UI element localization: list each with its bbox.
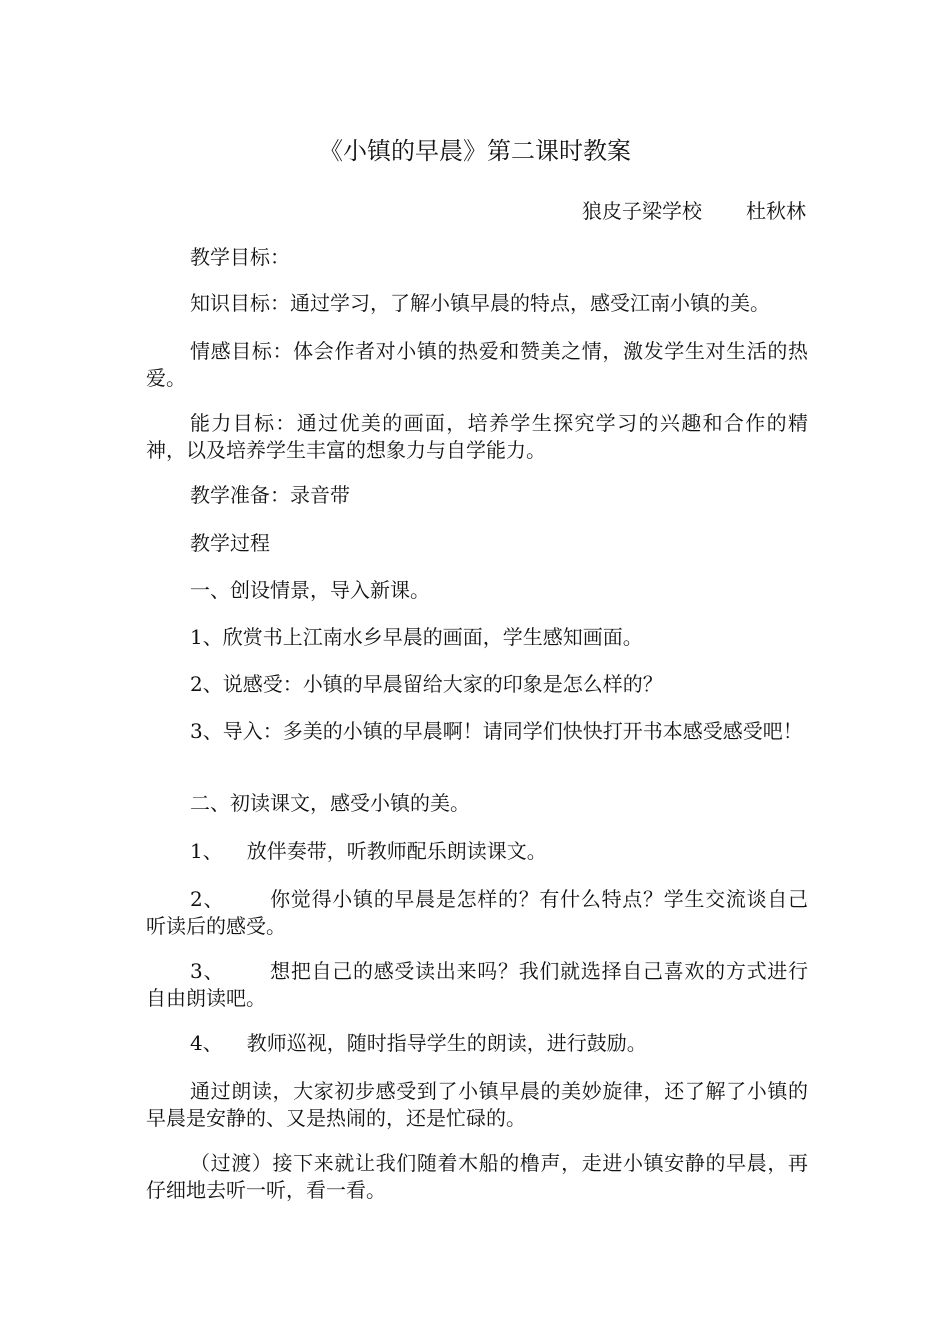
paragraph-ability-goal: 能力目标：通过优美的画面，培养学生探究学习的兴趣和合作的精神，以及培养学生丰富的想象力与自学能力。: [146, 411, 808, 462]
section-heading-2: 二、初读课文，感受小镇的美。: [190, 791, 470, 815]
paragraph-teaching-goals-heading: 教学目标：: [190, 245, 290, 269]
paragraph-teaching-process-heading: 教学过程: [190, 531, 270, 555]
list-number: 4、: [190, 1031, 223, 1055]
document-title: 《小镇的早晨》第二课时教案: [319, 137, 631, 165]
paragraph-teaching-preparation: 教学准备：录音带: [190, 483, 350, 507]
list-text: 你觉得小镇的早晨是怎样的？有什么特点？学生交流谈自己听读后的感受。: [146, 887, 808, 938]
list-item-1-3: 3、导入：多美的小镇的早晨啊！请同学们快快打开书本感受感受吧！: [190, 719, 803, 743]
paragraph-knowledge-goal: 知识目标：通过学习，了解小镇早晨的特点，感受江南小镇的美。: [190, 291, 770, 315]
list-text: 放伴奏带，听教师配乐朗读课文。: [246, 839, 547, 863]
list-text: 教师巡视，随时指导学生的朗读，进行鼓励。: [246, 1031, 647, 1055]
list-item-2-1: [146, 838, 808, 865]
list-item-2-2: [146, 886, 808, 940]
school-name: 狼皮子梁学校: [582, 199, 702, 223]
list-item-1-1: 1、欣赏书上江南水乡早晨的画面，学生感知画面。: [190, 625, 643, 649]
paragraph-transition: （过渡）接下来就让我们随着木船的橹声，走进小镇安静的早晨，再仔细地去听一听，看一看。: [146, 1151, 808, 1202]
list-text: 想把自己的感受读出来吗？我们就选择自己喜欢的方式进行自由朗读吧。: [146, 959, 808, 1010]
list-number: 3、: [190, 959, 225, 983]
list-item-2-4: [146, 1030, 808, 1057]
section-heading-1: 一、创设情景，导入新课。: [190, 578, 430, 602]
byline: [582, 198, 806, 224]
list-item-2-3: [146, 958, 808, 1012]
author-name: 杜秋林: [746, 199, 806, 223]
paragraph-emotion-goal: 情感目标：体会作者对小镇的热爱和赞美之情，激发学生对生活的热爱。: [146, 339, 808, 390]
paragraph-reading-summary: 通过朗读，大家初步感受到了小镇早晨的美妙旋律，还了解了小镇的早晨是安静的、又是热闹的，还是忙碌的。: [146, 1079, 808, 1130]
list-number: 2、: [190, 887, 225, 911]
list-number: 1、: [190, 839, 223, 863]
list-item-1-2: 2、说感受：小镇的早晨留给大家的印象是怎么样的？: [190, 672, 663, 696]
